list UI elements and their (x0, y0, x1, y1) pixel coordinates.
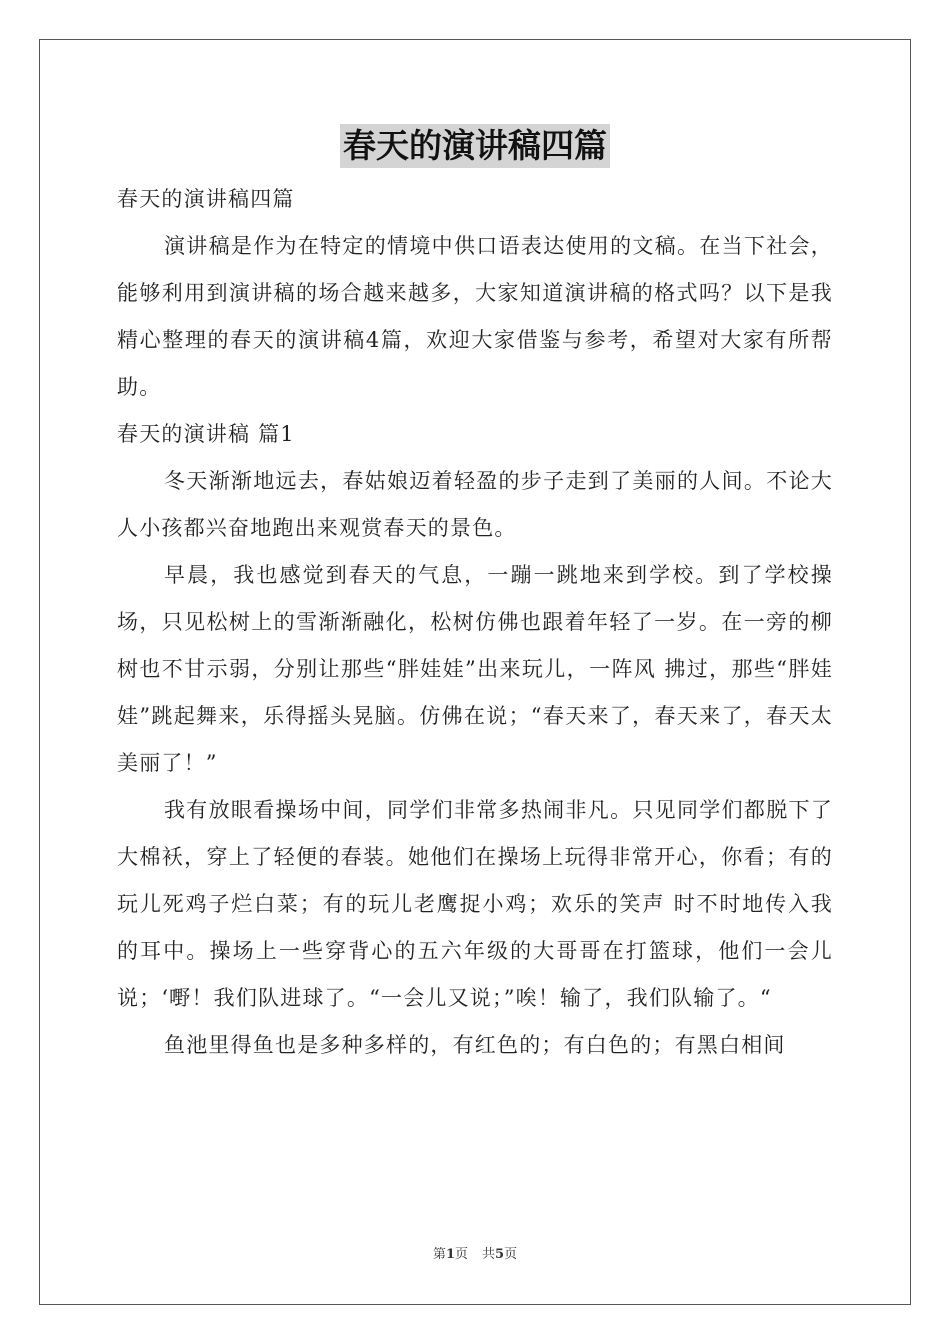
intro-paragraph: 演讲稿是作为在特定的情境中供口语表达使用的文稿。在当下社会，能够利用到演讲稿的场合越来越多，大家知道演讲稿的格式吗？以下是我精心整理的春天的演讲稿4篇，欢迎大家借鉴与参考，希望对大家有所帮助。 (117, 234, 833, 399)
document-subtitle: 春天的演讲稿四篇 (117, 187, 295, 211)
page-total-count: 5 (495, 1247, 505, 1262)
document-title: 春天的演讲稿四篇 (340, 124, 610, 168)
page-footer (0, 1246, 950, 1264)
document-body (117, 176, 833, 1069)
page-number-suffix: 页 (454, 1247, 468, 1262)
page-total-prefix: 共 (482, 1247, 496, 1262)
section-heading: 春天的演讲稿 篇1 (117, 422, 295, 446)
body-paragraph: 冬天渐渐地远去，春姑娘迈着轻盈的步子走到了美丽的人间。不论大人小孩都兴奋地跑出来观赏春天的景色。 (117, 469, 833, 540)
title-wrap (0, 124, 950, 168)
page-total-suffix: 页 (504, 1247, 518, 1262)
page-number-current: 1 (445, 1247, 455, 1262)
body-paragraph: 鱼池里得鱼也是多种多样的，有红色的；有白色的；有黑白相间 (164, 1033, 786, 1057)
body-paragraph: 早晨，我也感觉到春天的气息，一蹦一跳地来到学校。到了学校操场，只见松树上的雪渐渐融化，松树仿佛也跟着年轻了一岁。在一旁的柳树也不甘示弱，分别让那些“胖娃娃”出来玩儿，一阵风 拂过，那些“胖娃娃”跳起舞来，乐得摇头晃脑。仿佛在说；“春天来了，春天来了，春天太美丽了！” (117, 563, 833, 775)
body-paragraph: 我有放眼看操场中间，同学们非常多热闹非凡。只见同学们都脱下了大棉袄，穿上了轻便的春装。她他们在操场上玩得非常开心，你看；有的玩儿死鸡子烂白菜；有的玩儿老鹰捉小鸡；欢乐的笑声 时不时地传入我的耳中。操场上一些穿背心的五六年级的大哥哥在打篮球，他们一会儿说；‘嘢！我们队进球了。“一会儿又说；”唉！输了，我们队输了。“ (117, 798, 833, 1010)
page-number-prefix: 第 (432, 1247, 446, 1262)
